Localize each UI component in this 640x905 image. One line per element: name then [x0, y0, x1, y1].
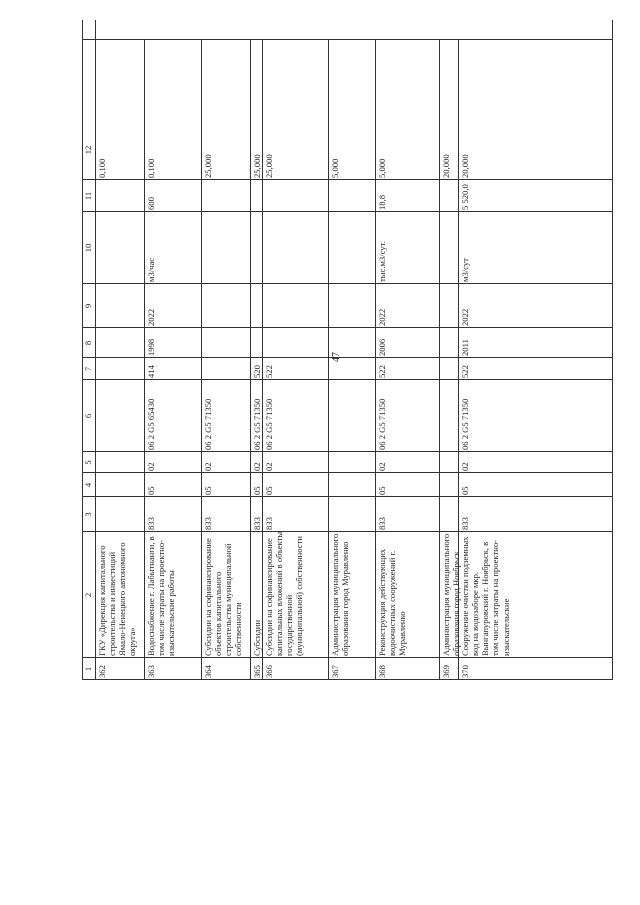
row-divider	[201, 40, 202, 680]
column-header: 11	[83, 191, 93, 201]
row-value: 02	[203, 462, 213, 471]
row-value: 25,000	[203, 154, 213, 178]
row-name: Субсидии на софинансирование объектов капитального строительства муниципальной собственности	[203, 538, 244, 656]
row-name: Сооружение очистки подземных вод на водозаборе мкр. Вынгапуровский г. Ноябрьск, в том числе затраты на проектно-изыскательские	[460, 536, 511, 656]
budget-table	[82, 20, 612, 680]
column-header: 9	[83, 303, 93, 309]
row-value: 20,000	[441, 154, 451, 178]
row-value: м3/сут	[460, 258, 470, 282]
column-header: 3	[83, 512, 93, 517]
row-divider	[458, 40, 459, 680]
row-divider	[144, 40, 145, 680]
row-value: 414	[146, 365, 156, 378]
row-value: 06 2 G5 71350	[203, 398, 213, 450]
row-divider	[328, 40, 329, 680]
column-header: 5	[83, 460, 93, 465]
row-value: 522	[377, 365, 387, 378]
column-header: 1	[83, 666, 93, 672]
row-value: 833	[460, 517, 470, 530]
row-name: Водоснабжение г. Лабытнанги, в том числе затраты на проектно-изыскательские работы	[146, 536, 177, 656]
row-divider	[250, 40, 251, 680]
row-value: 06 2 G5 71350	[460, 398, 470, 450]
column-header: 10	[83, 243, 93, 253]
row-value: 0,100	[97, 158, 107, 178]
row-value: м3/час	[146, 257, 156, 282]
table-grid	[82, 20, 612, 680]
row-value: 02	[146, 462, 156, 471]
row-value: 5,000	[377, 158, 387, 178]
row-value: 5,000	[330, 158, 340, 178]
row-divider	[439, 40, 440, 680]
header-top-rule	[82, 20, 83, 680]
row-number: 367	[330, 665, 340, 678]
row-number: 370	[460, 665, 470, 678]
row-value: 02	[252, 462, 262, 471]
row-name: Реконструкция действующих водоочистных сооружений г. Муравленко	[377, 548, 408, 656]
row-value: 833	[146, 517, 156, 530]
row-value: 02	[377, 462, 387, 471]
row-value: 02	[264, 462, 274, 471]
row-value: 05	[203, 486, 213, 495]
column-header: 4	[83, 482, 93, 488]
row-value: 06 2 G5 71350	[252, 398, 262, 450]
table-bottom-rule	[612, 20, 613, 680]
row-value: 522	[264, 365, 274, 378]
row-value: 833	[203, 517, 213, 530]
row-value: 18,8	[377, 194, 387, 210]
row-value: 0,100	[146, 158, 156, 178]
row-value: 05	[460, 486, 470, 495]
row-value: 2011	[460, 339, 470, 356]
column-header: 7	[83, 366, 93, 372]
row-number: 369	[441, 665, 451, 678]
row-value: 25,000	[252, 154, 262, 178]
header-bottom-rule	[95, 20, 96, 680]
row-number: 365	[252, 665, 262, 678]
row-value: 06 2 G5 71350	[264, 398, 274, 450]
row-value: 520	[252, 365, 262, 378]
row-name: Субсидии на софинансирование капитальных вложений в объекты государственной (муниципальной) собственности	[264, 531, 305, 656]
row-value: 06 2 G5 71350	[377, 398, 387, 450]
column-header: 2	[83, 592, 93, 598]
column-header: 6	[83, 413, 93, 419]
row-value: 2022	[377, 308, 387, 326]
row-value: 833	[252, 517, 262, 530]
row-name: Администрация муниципального образования город Ноябрьск	[441, 533, 462, 656]
row-value: тыс.м3/сут.	[377, 241, 387, 282]
row-value: 5 520,0	[460, 184, 470, 210]
row-number: 362	[97, 665, 107, 678]
row-value: 1998	[146, 338, 156, 356]
row-value: 833	[377, 517, 387, 530]
row-number: 364	[203, 665, 213, 678]
row-number: 366	[264, 665, 274, 678]
column-divider	[82, 39, 612, 40]
row-value: 05	[146, 486, 156, 495]
row-divider	[375, 40, 376, 680]
row-name: ГКУ «Дирекция капитального строительства и инвестиций Ямало-Ненецкого автономного округа»	[97, 542, 138, 656]
row-value: 2022	[146, 308, 156, 326]
row-value: 2022	[460, 308, 470, 326]
row-divider	[262, 40, 263, 680]
row-value: 833	[264, 517, 274, 530]
row-value: 25,000	[264, 154, 274, 178]
row-value: 05	[264, 486, 274, 495]
row-name: Администрация муниципального образования город Муравленко	[330, 533, 351, 656]
page-number: 47	[331, 352, 342, 362]
row-value: 02	[460, 462, 470, 471]
row-value: 522	[460, 365, 470, 378]
row-value: 05	[377, 486, 387, 495]
row-value: 600	[146, 197, 156, 210]
row-value: 06 2 G5 65430	[146, 398, 156, 450]
row-value: 20,000	[460, 154, 470, 178]
column-header: 8	[83, 340, 93, 346]
row-value: 2006	[377, 338, 387, 356]
row-number: 368	[377, 665, 387, 678]
row-number: 363	[146, 665, 156, 678]
row-name: Субсидии	[252, 619, 262, 656]
row-value: 05	[252, 486, 262, 495]
column-header: 12	[83, 145, 93, 155]
